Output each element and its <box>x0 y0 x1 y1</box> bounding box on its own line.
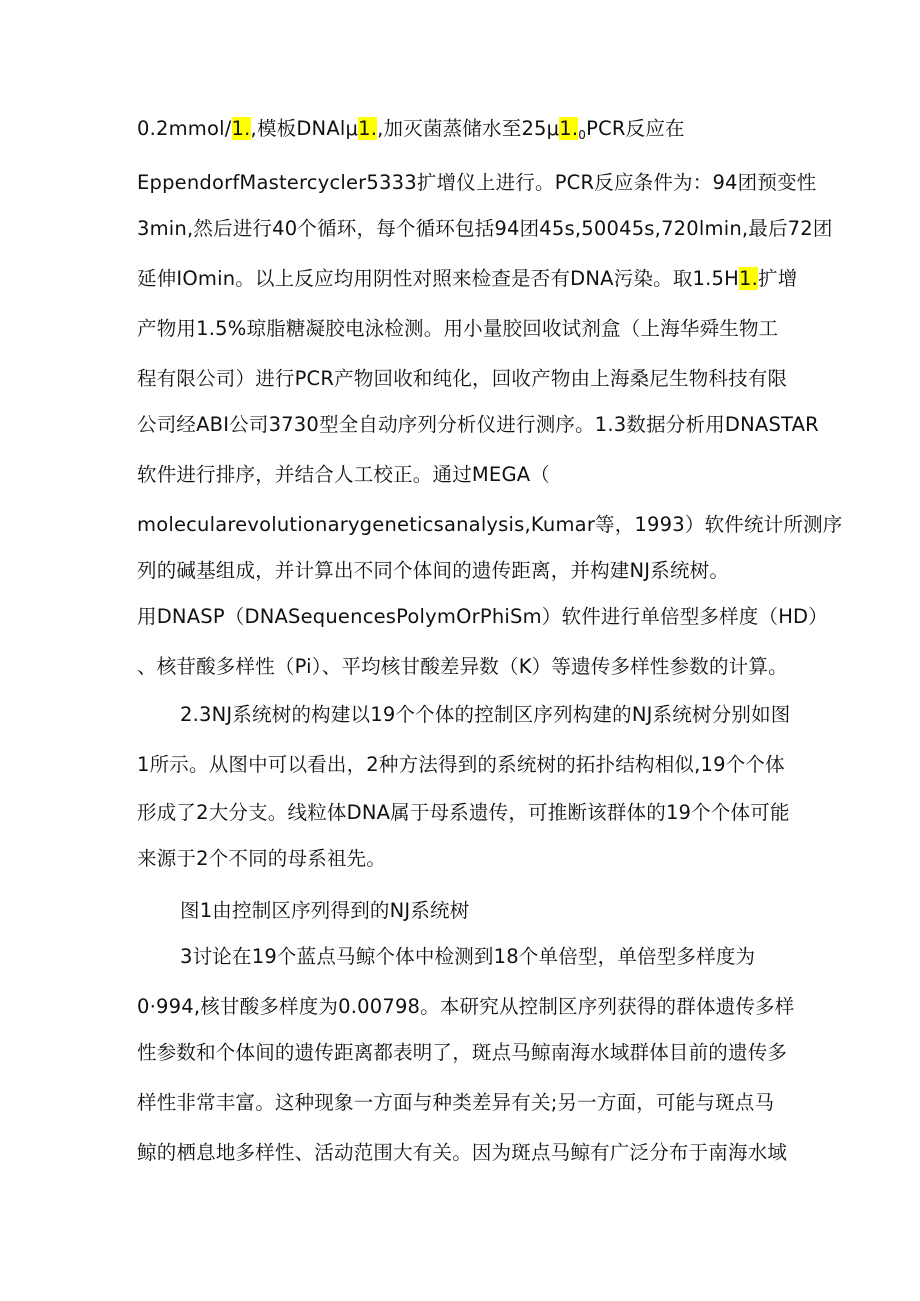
text-segment: 形成了2大分支。线粒体DNA属于母系遗传，可推断该群体的19个个体可能 <box>137 801 790 824</box>
text-segment: EppendorfMastercycler5333扩增仪上进行。PCR反应条件为：94团预变性 <box>137 171 817 194</box>
text-line <box>137 316 897 342</box>
text-line <box>137 266 897 292</box>
subscript-text: 0 <box>578 128 587 142</box>
text-segment: 产物用1.5%琼脂糖凝胶电泳检测。用小量胶回收试剂盒（上海华舜生物工 <box>137 317 779 340</box>
text-line <box>137 170 897 196</box>
text-segment: 0.2mmol/ <box>137 117 232 140</box>
text-segment: 、核苷酸多样性（Pi）、平均核甘酸差异数（K）等遗传多样性参数的计算。 <box>137 655 788 678</box>
text-line <box>180 702 920 728</box>
highlighted-text: 1. <box>231 117 251 140</box>
text-line <box>137 366 897 392</box>
text-line <box>137 752 897 778</box>
text-line <box>137 1040 897 1066</box>
text-segment: 列的碱基组成，并计算出不同个体间的遗传距离，并构建NJ系统树。 <box>137 559 730 582</box>
text-line <box>137 1090 897 1116</box>
text-segment: 延伸IOmin。以上反应均用阴性对照来检查是否有DNA污染。取1.5H <box>137 267 739 290</box>
text-line <box>137 116 897 148</box>
text-segment: 1所示。从图中可以看出，2种方法得到的系统树的拓扑结构相似,19个个体 <box>137 753 785 776</box>
text-segment: ,加灭菌蒸储水至25μ <box>377 117 560 140</box>
text-segment: 3min,然后进行40个循环，每个循环包括94团45s,50045s,720lmin,最后72团 <box>137 217 833 240</box>
text-line <box>180 944 920 970</box>
text-line <box>137 800 897 826</box>
text-segment: 公司经ABI公司3730型全自动序列分析仪进行测序。1.3数据分析用DNASTAR <box>137 413 819 436</box>
text-segment: 程有限公司）进行PCR产物回收和纯化，回收产物由上海桑尼生物科技有限 <box>137 367 788 390</box>
text-line <box>137 512 897 538</box>
text-line <box>137 604 897 630</box>
highlighted-text: 1. <box>739 267 759 290</box>
text-segment: 性参数和个体间的遗传距离都表明了，斑点马鲸南海水域群体目前的遗传多 <box>137 1041 788 1064</box>
text-segment: 0·994,核甘酸多样度为0.00798。本研究从控制区序列获得的群体遗传多样 <box>137 995 795 1018</box>
text-line <box>137 462 897 488</box>
text-line <box>137 846 897 872</box>
text-line <box>137 216 897 242</box>
text-segment: 用DNASP（DNASequencesPolymOrPhiSm）软件进行单倍型多样度（HD） <box>137 605 828 628</box>
text-segment: 鲸的栖息地多样性、活动范围大有关。因为斑点马鲸有广泛分布于南海水域 <box>137 1141 788 1164</box>
highlighted-text: 1. <box>358 117 378 140</box>
text-segment: molecularevolutionarygeneticsanalysis,Kumar等，1993）软件统计所测序 <box>137 513 843 536</box>
text-segment: 2.3NJ系统树的构建以19个个体的控制区序列构建的NJ系统树分别如图 <box>180 703 791 726</box>
text-segment: ,模板DNAlμ <box>250 117 359 140</box>
text-segment: PCR反应在 <box>586 117 685 140</box>
text-line <box>137 654 897 680</box>
text-line <box>137 558 897 584</box>
text-segment: 扩增 <box>758 267 798 290</box>
text-segment: 样性非常丰富。这种现象一方面与种类差异有关;另一方面，可能与斑点马 <box>137 1091 775 1114</box>
text-segment: 来源于2个不同的母系祖先。 <box>137 847 387 870</box>
text-segment: 图1由控制区序列得到的NJ系统树 <box>180 899 470 922</box>
text-segment: 软件进行排序，并结合人工校正。通过MEGA（ <box>137 463 550 486</box>
text-line <box>137 1140 897 1166</box>
text-line <box>137 994 897 1020</box>
text-line <box>137 412 897 438</box>
text-segment: 3讨论在19个蓝点马鲸个体中检测到18个单倍型，单倍型多样度为 <box>180 945 756 968</box>
text-line <box>180 898 920 924</box>
highlighted-text: 1. <box>559 117 579 140</box>
